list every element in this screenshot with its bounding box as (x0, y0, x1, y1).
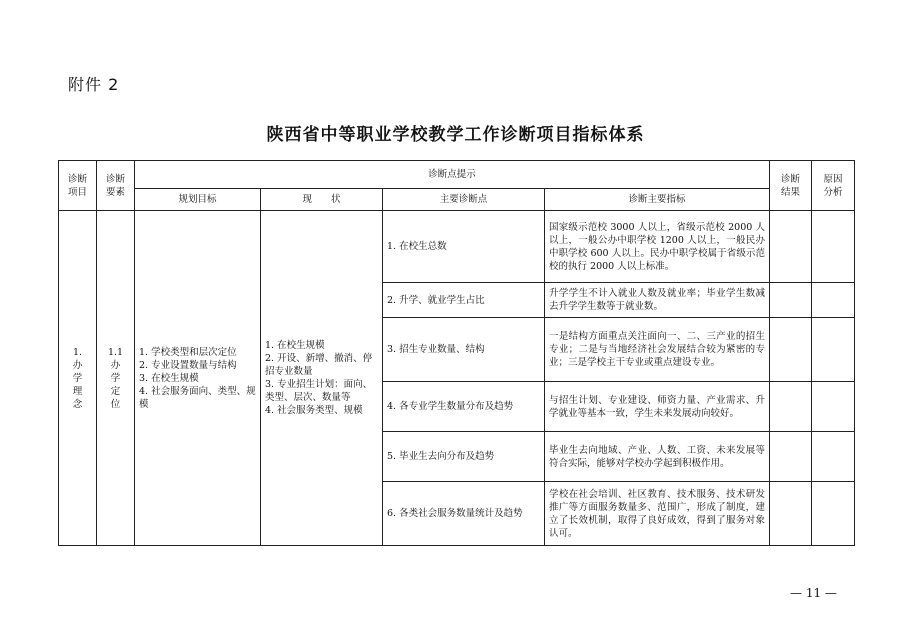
main-point: 3. 招生专业数量、结构 (383, 318, 545, 382)
status-item: 3. 专业招生计划：面向、类型、层次、数量等 (265, 379, 373, 403)
element-number: 1.1 (107, 346, 124, 358)
item-cell (59, 211, 97, 546)
main-indicator: 国家级示范校 3000 人以上，省级示范校 2000 人以上，一般公办中职学校 1200 人以上，一般民办中职学校 600 人以上。民办中职学校属于省级示范校的执行 2000 人以上标准。 (545, 211, 770, 283)
element-char: 办 (110, 359, 121, 371)
planning-goals-cell (135, 211, 261, 546)
reason-cell (812, 432, 855, 482)
header-text: 分析 (823, 186, 843, 198)
header-text: 要素 (105, 186, 125, 198)
item-char: 理 (72, 385, 83, 397)
result-cell (770, 318, 812, 382)
planning-goal: 4. 社会服务面向、类型、规模 (139, 385, 256, 410)
item-char: 学 (72, 372, 83, 384)
result-cell (770, 211, 812, 283)
main-point: 4. 各专业学生数量分布及趋势 (383, 382, 545, 432)
header-planning: 规划目标 (135, 189, 261, 211)
main-indicator: 毕业生去向地域、产业、人数、工资、未来发展等符合实际，能够对学校办学起到积极作用。 (545, 432, 770, 482)
header-reason (812, 161, 855, 211)
header-text: 诊断 (781, 173, 801, 185)
reason-cell (812, 382, 855, 432)
header-main-indicators: 诊断主要指标 (545, 189, 770, 211)
document-title: 陕西省中等职业学校教学工作诊断项目指标体系 (266, 125, 645, 145)
status-item: 2. 开设、新增、撤消、停招专业数量 (265, 353, 373, 377)
header-main-points: 主要诊断点 (383, 189, 545, 211)
status-item: 4. 社会服务类型、规模 (265, 405, 363, 416)
main-indicator: 学校在社会培训、社区教育、技术服务、技术研发推广等方面服务数量多、范围广，形成了制度，建立了长效机制，取得了良好成效，得到了服务对象认可。 (545, 482, 770, 546)
header-text: 诊断 (105, 173, 125, 185)
header-text: 结果 (781, 186, 801, 198)
planning-goal: 2. 专业设置数量与结构 (139, 359, 237, 371)
header-result (770, 161, 812, 211)
result-cell (770, 482, 812, 546)
main-point: 6. 各类社会服务数量统计及趋势 (383, 482, 545, 546)
header-group-hints: 诊断点提示 (135, 161, 770, 189)
result-cell (770, 283, 812, 318)
planning-goal: 3. 在校生规模 (139, 372, 199, 384)
main-indicator: 升学学生不计入就业人数及就业率；毕业学生数减去升学学生数等于就业数。 (545, 283, 770, 318)
header-diagnosis-element (97, 161, 135, 211)
element-char: 位 (110, 398, 121, 410)
table-row (59, 211, 855, 283)
page-number: — 11 — (790, 586, 837, 600)
element-cell (97, 211, 135, 546)
status-item: 1. 在校生规模 (265, 340, 325, 351)
item-char: 办 (72, 359, 83, 371)
header-text: 原因 (823, 173, 843, 185)
result-cell (770, 382, 812, 432)
item-number: 1. (72, 346, 83, 358)
main-indicator: 与招生计划、专业建设、师资力量、产业需求、升学就业等基本一致，学生未来发展动向较好。 (545, 382, 770, 432)
result-cell (770, 432, 812, 482)
header-diagnosis-item (59, 161, 97, 211)
header-text: 项目 (67, 186, 87, 198)
current-status-cell (261, 211, 383, 546)
element-char: 定 (110, 385, 121, 397)
reason-cell (812, 211, 855, 283)
reason-cell (812, 482, 855, 546)
main-point: 5. 毕业生去向分布及趋势 (383, 432, 545, 482)
diagnosis-table (58, 160, 855, 546)
item-char: 念 (72, 398, 83, 410)
header-status: 现 状 (261, 189, 383, 211)
element-char: 学 (110, 372, 121, 384)
main-point: 2. 升学、就业学生占比 (383, 283, 545, 318)
main-point: 1. 在校生总数 (383, 211, 545, 283)
attachment-label: 附件 2 (68, 75, 120, 94)
reason-cell (812, 318, 855, 382)
planning-goal: 1. 学校类型和层次定位 (139, 346, 237, 358)
header-text: 诊断 (67, 173, 87, 185)
main-indicator: 一是结构方面重点关注面向一、二、三产业的招生专业；二是与当地经济社会发展结合较为紧密的专业；三是学校主干专业或重点建设专业。 (545, 318, 770, 382)
reason-cell (812, 283, 855, 318)
